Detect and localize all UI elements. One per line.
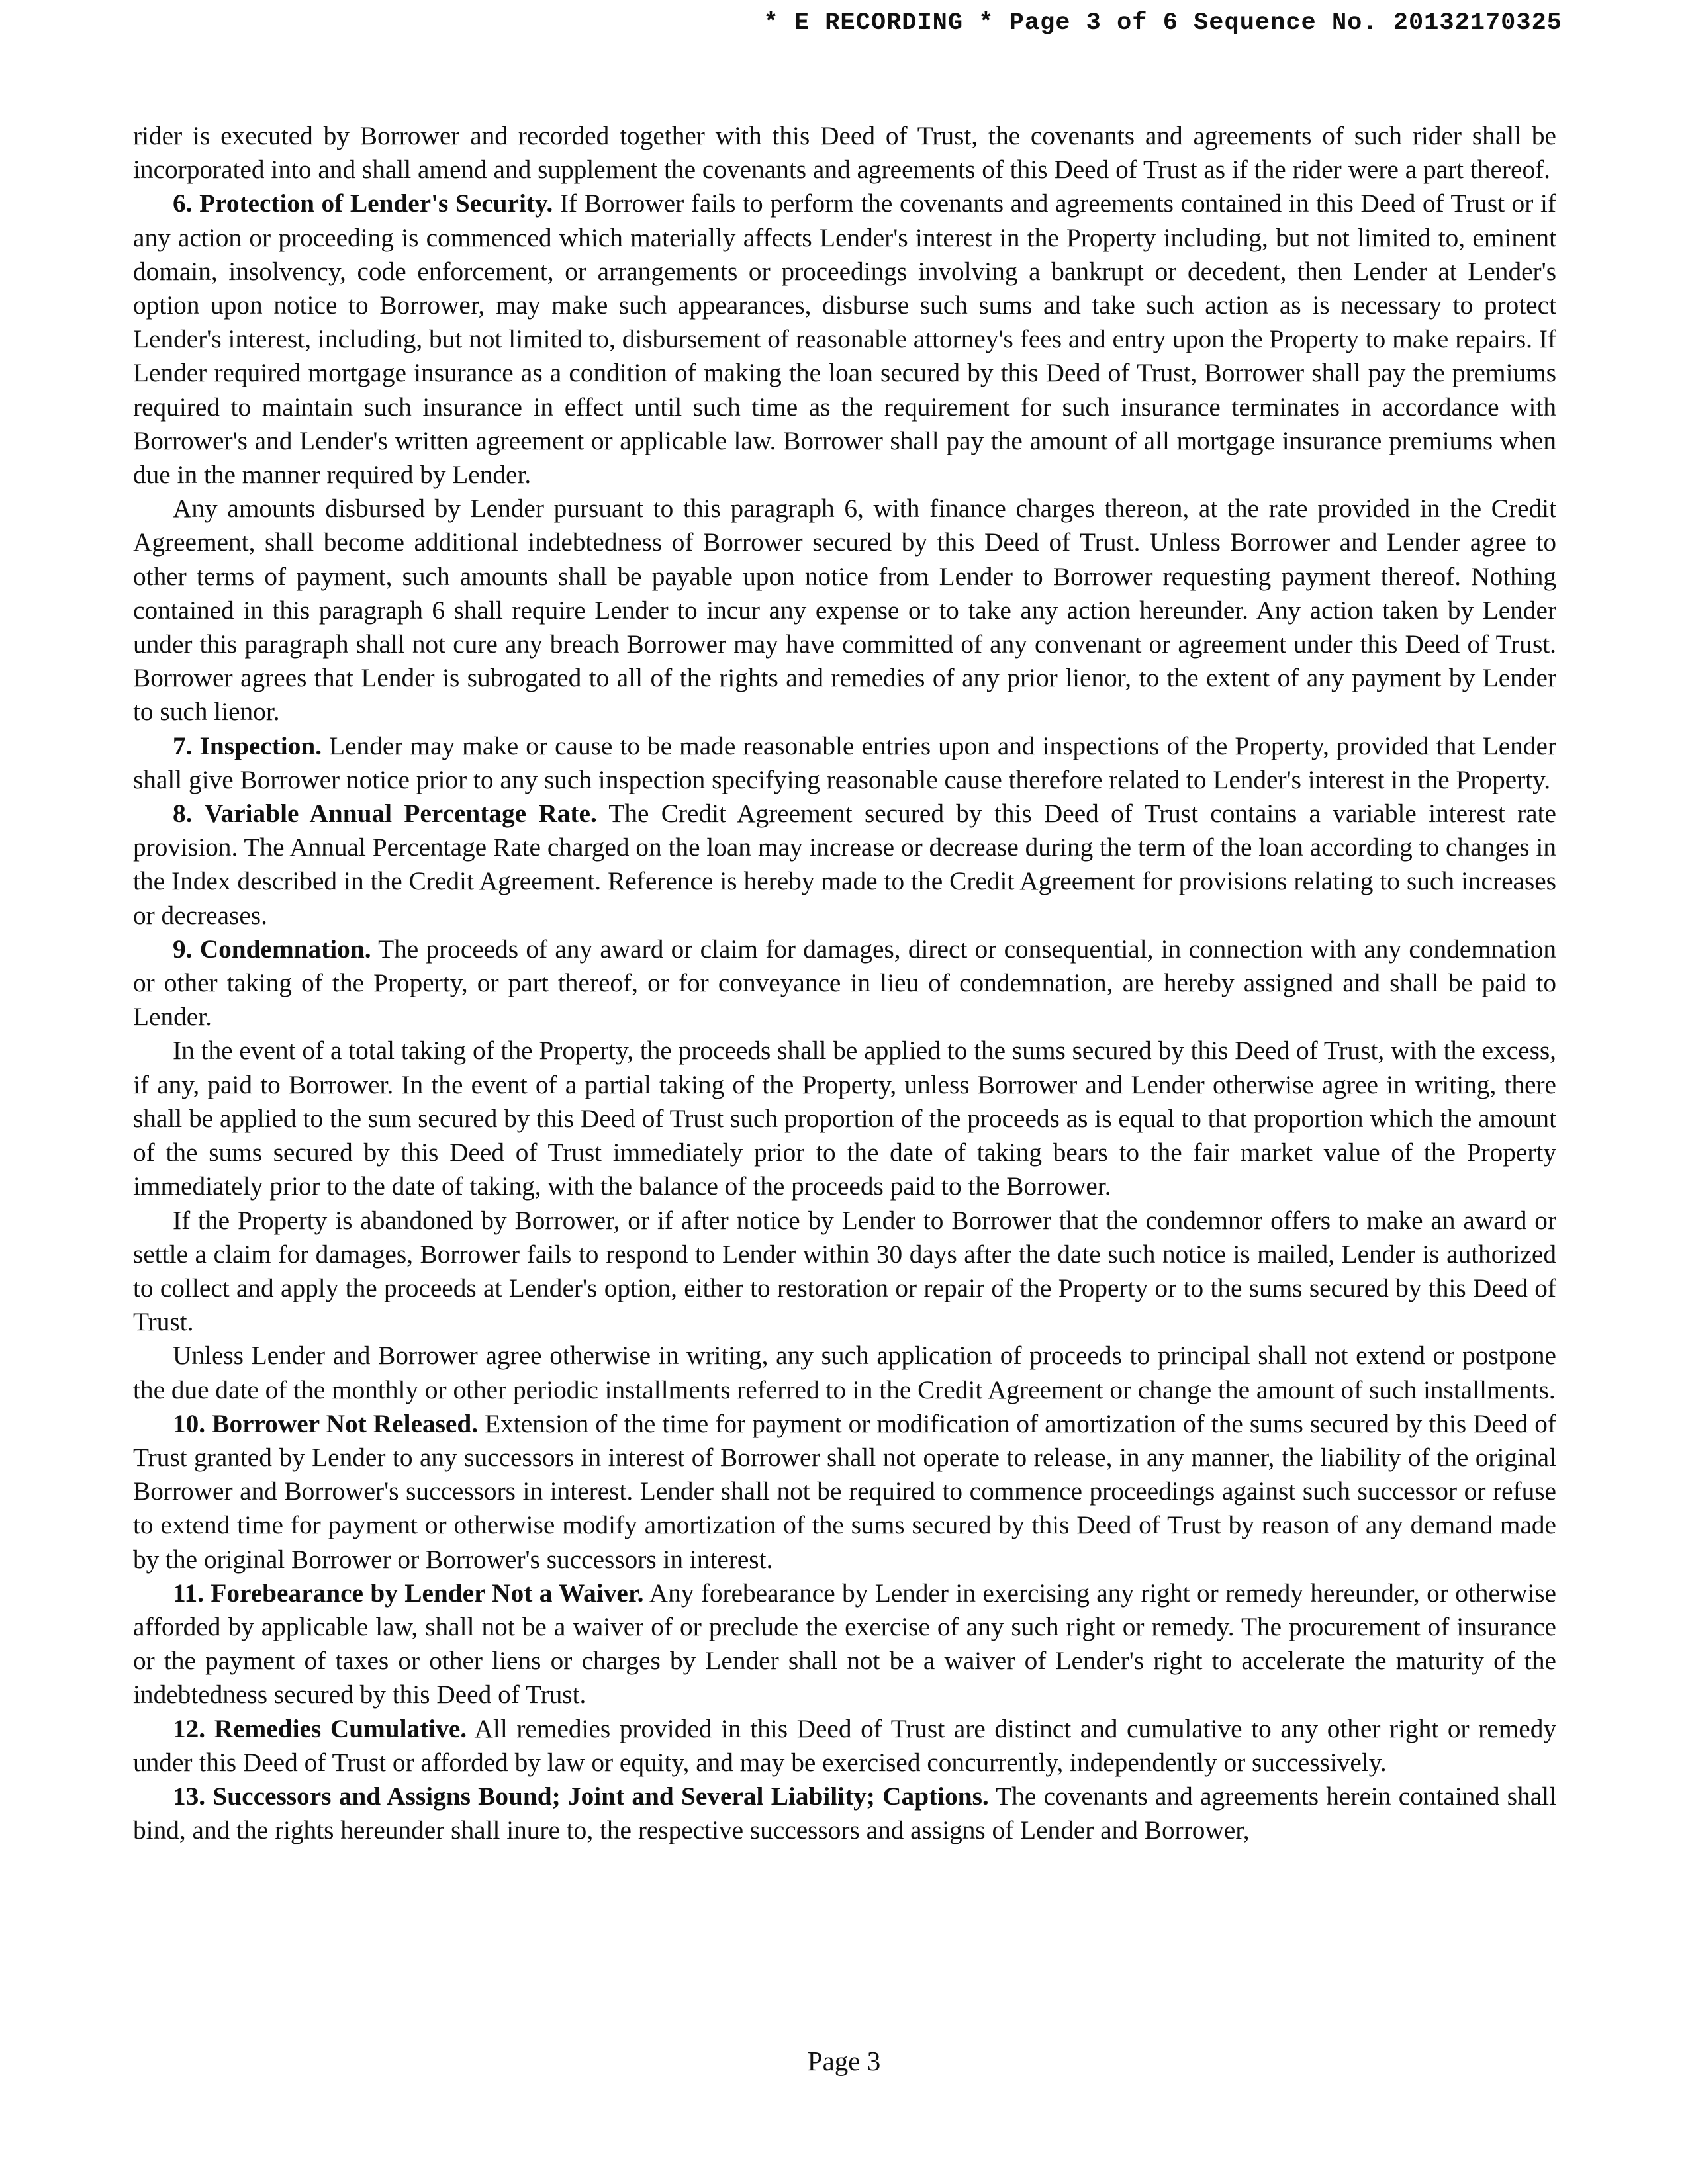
paragraph-text: Unless Lender and Borrower agree otherwise in writing, any such application of proceeds to principal shall not extend or postpone the due date of the monthly or other periodic installments referred to in the Credit Agreement or change the amount of such installments. [133,1341,1556,1404]
section-number: 8. [173,799,193,829]
section-number: 13. [173,1781,206,1811]
paragraph-text: If the Property is abandoned by Borrower, or if after notice by Lender to Borrower that the condemnor offers to make an award or settle a claim for damages, Borrower fails to respond to Lender within 30 days after the date such notice is mailed, Lender is authorized to collect and apply the proceeds at Lender's option, either to restoration or repair of the Property or to the sums secured by this Deed of Trust. [133,1205,1556,1337]
paragraph [133,797,1556,933]
paragraph [133,1339,1556,1406]
section-heading: Remedies Cumulative. [214,1713,467,1743]
paragraph [133,1712,1556,1780]
paragraph [133,187,1556,492]
paragraph-text: The Credit Agreement secured by this Deed of Trust contains a variable interest rate provision. The Annual Percentage Rate charged on the loan may increase or decrease during the term of the loan according to changes in the Index described in the Credit Agreement. Reference is hereby made to the Credit Agreement for provisions relating to such increases or decreases. [133,799,1556,930]
section-number: 10. [173,1408,206,1438]
paragraph [133,933,1556,1034]
section-heading: Variable Annual Percentage Rate. [204,799,597,829]
paragraph-text: rider is executed by Borrower and recorded together with this Deed of Trust, the covenants and agreements of such rider shall be incorporated into and shall amend and supplement the covenants and agreements of this Deed of Trust as if the rider were a part thereof. [133,121,1556,185]
paragraph [133,1034,1556,1203]
section-number: 6. [173,189,193,218]
recording-header: * E RECORDING * Page 3 of 6 Sequence No. 20132170325 [763,9,1562,37]
section-heading: Protection of Lender's Security. [199,189,553,218]
section-number: 11. [173,1578,204,1608]
paragraph-text: In the event of a total taking of the Property, the proceeds shall be applied to the sums secured by this Deed of Trust, with the excess, if any, paid to Borrower. In the event of a partial taking of the Property, unless Borrower and Lender otherwise agree in writing, there shall be applied to the sum secured by this Deed of Trust such proportion of the proceeds as is equal to that proportion which the amount of the sums secured by this Deed of Trust immediately prior to the date of taking bears to the fair market value of the Property immediately prior to the date of taking, with the balance of the proceeds paid to the Borrower. [133,1036,1556,1201]
paragraph-text: Any forebearance by Lender in exercising any right or remedy hereunder, or otherwise afforded by applicable law, shall not be a waiver of or preclude the exercise of any such right or remedy. The procurement of insurance or the payment of taxes or other liens or charges by Lender shall not be a waiver of Lender's right to accelerate the maturity of the indebtedness secured by this Deed of Trust. [133,1578,1556,1709]
paragraph [133,492,1556,729]
page-number: Page 3 [807,2046,881,2076]
section-number: 12. [173,1713,206,1743]
paragraph-text: Lender may make or cause to be made reasonable entries upon and inspections of the Property, provided that Lender shall give Borrower notice prior to any such inspection specifying reasonable cause therefore related to Lender's interest in the Property. [133,731,1556,794]
section-heading: Condemnation. [199,934,371,964]
section-heading: Borrower Not Released. [212,1408,479,1438]
paragraph-text: The covenants and agreements herein contained shall bind, and the rights hereunder shall inure to, the respective successors and assigns of Lender and Borrower, [133,1781,1557,1845]
section-number: 9. [173,934,193,964]
paragraph [133,119,1556,187]
paragraph-text: If Borrower fails to perform the covenants and agreements contained in this Deed of Trust or if any action or proceeding is commenced which materially affects Lender's interest in the Property including, but not limited to, eminent domain, insolvency, code enforcement, or arrangements or proceedings involving a bankrupt or decedent, then Lender at Lender's option upon notice to Borrower, may make such appearances, disburse such sums and take such action as is necessary to protect Lender's interest, including, but not limited to, disbursement of reasonable attorney's fees and entry upon the Property to make repairs. If Lender required mortgage insurance as a condition of making the loan secured by this Deed of Trust, Borrower shall pay the premiums required to maintain such insurance in effect until such time as the requirement for such insurance terminates in accordance with Borrower's and Lender's written agreement or applicable law. Borrower shall pay the amount of all mortgage insurance premiums when due in the manner required by Lender. [133,189,1556,490]
deed-body [133,119,1556,1847]
paragraph [133,1204,1556,1340]
paragraph [133,1407,1556,1576]
paragraph-text: Any amounts disbursed by Lender pursuant to this paragraph 6, with finance charges thereon, at the rate provided in the Credit Agreement, shall become additional indebtedness of Borrower secured by this Deed of Trust. Unless Borrower and Lender agree to other terms of payment, such amounts shall be payable upon notice from Lender to Borrower requesting payment thereof. Nothing contained in this paragraph 6 shall require Lender to incur any expense or to take any action hereunder. Any action taken by Lender under this paragraph shall not cure any breach Borrower may have committed of any convenant or agreement under this Deed of Trust. Borrower agrees that Lender is subrogated to all of the rights and remedies of any prior lienor, to the extent of any payment by Lender to such lienor. [133,494,1556,727]
paragraph-text: Extension of the time for payment or modification of amortization of the sums secured by this Deed of Trust granted by Lender to any successors in interest of Borrower shall not operate to release, in any manner, the liability of the original Borrower and Borrower's successors in interest. Lender shall not be required to commence proceedings against such successor or refuse to extend time for payment or otherwise modify amortization of the sums secured by this Deed of Trust by reason of any demand made by the original Borrower or Borrower's successors in interest. [133,1408,1556,1574]
paragraph-text: All remedies provided in this Deed of Trust are distinct and cumulative to any other right or remedy under this Deed of Trust or afforded by law or equity, and may be exercised concurrently, independently or successively. [133,1713,1556,1777]
paragraph [133,1576,1556,1712]
paragraph-text: The proceeds of any award or claim for damages, direct or consequential, in connection with any condemnation or other taking of the Property, or part thereof, or for conveyance in lieu of condemnation, are hereby assigned and shall be paid to Lender. [133,934,1556,1032]
section-heading: Inspection. [199,731,322,760]
section-number: 7. [173,731,193,760]
section-heading: Forebearance by Lender Not a Waiver. [211,1578,644,1608]
paragraph [133,729,1556,797]
section-heading: Successors and Assigns Bound; Joint and Several Liability; Captions. [212,1781,989,1811]
paragraph [133,1780,1556,1847]
